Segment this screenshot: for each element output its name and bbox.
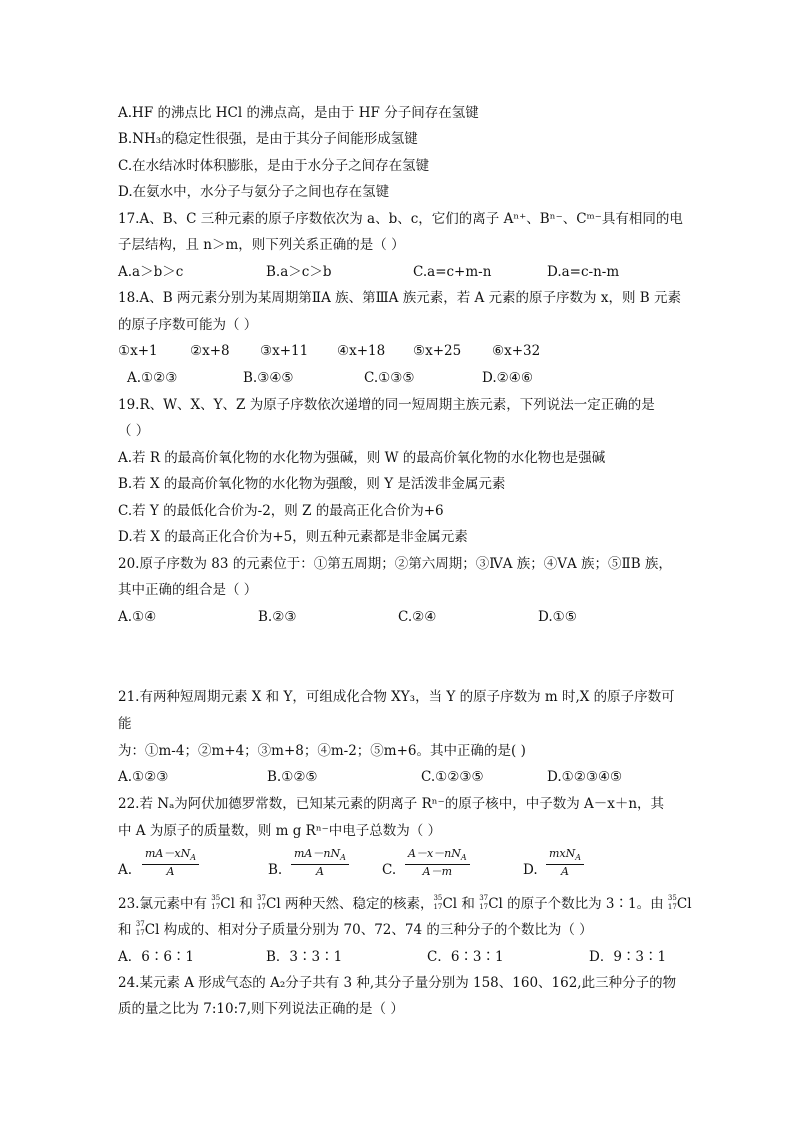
q23-option-c: C．6∶3∶1	[427, 949, 504, 965]
q23-stem-line1	[118, 894, 692, 914]
q19-option-d: D.若 X 的最高正化合价为+5，则五种元素都是非金属元素	[118, 529, 468, 545]
q21-stem-line1: 21.有两种短周期元素 X 和 Y，可组成化合物 XY₃，当 Y 的原子序数为 m 时,X 的原子序数可	[118, 689, 675, 705]
q18-option-d: D.②④⑥	[482, 370, 533, 386]
q22-option-a-fraction	[142, 847, 199, 878]
q16-option-b: B.NH₃的稳定性很强，是由于其分子间能形成氢键	[118, 131, 418, 147]
q19-option-a: A.若 R 的最高价氧化物的水化物为强碱，则 W 的最高价氧化物的水化物也是强碱	[118, 450, 606, 466]
mass-number: 35	[667, 894, 677, 902]
q21-option-c: C.①②③⑤	[421, 769, 484, 785]
mass-number: 37	[135, 920, 145, 928]
isotope-cl35	[668, 894, 677, 914]
q16-option-c: C.在水结冰时体积膨胀，是由于水分子之间存在氢键	[118, 158, 430, 174]
q17-option-d: D.a=c-n-m	[547, 264, 620, 280]
q22-option-b-fraction	[291, 847, 349, 878]
q20-stem-line2: 其中正确的组合是（ ）	[118, 582, 258, 598]
isotope-cl35	[433, 894, 442, 914]
q18-stem-line1: 18.A、B 两元素分别为某周期第ⅡA 族、第ⅢA 族元素，若 A 元素的原子序数为 x，则 B 元素	[118, 290, 681, 306]
atomic-number: 17	[211, 903, 221, 911]
q23-text: Cl 两种天然、稳定的核素，	[266, 896, 434, 912]
q18-choice-6: ⑥x+32	[492, 343, 541, 359]
fraction-denominator: A－m	[422, 865, 452, 879]
q23-text: Cl	[676, 896, 692, 912]
q20-option-c: C.②④	[398, 609, 437, 625]
q22-option-c-fraction	[405, 847, 470, 878]
q16-option-a: A.HF 的沸点比 HCl 的沸点高，是由于 HF 分子间存在氢键	[118, 105, 479, 121]
q22-option-b-letter: B.	[268, 862, 283, 878]
mass-number: 37	[257, 894, 266, 902]
mass-number: 35	[433, 894, 443, 902]
q22-option-a-letter: A.	[118, 862, 133, 878]
q17-stem-line2: 子层结构，且 n＞m，则下列关系正确的是（ ）	[118, 237, 405, 253]
q18-option-a: A.①②③	[127, 370, 178, 386]
atomic-number: 17	[479, 903, 489, 911]
q17-option-b: B.a＞c＞b	[266, 264, 332, 280]
q23-text: Cl 的原子个数比为 3∶1。由	[488, 896, 668, 912]
fraction-numerator: $mA-xN_A$	[142, 847, 199, 865]
isotope-cl37	[257, 894, 266, 914]
atomic-number: 17	[135, 929, 145, 937]
q22-option-d-fraction	[546, 847, 584, 878]
fraction-denominator: A	[166, 865, 175, 879]
q23-text: Cl 和	[220, 896, 257, 912]
q20-option-d: D.①⑤	[538, 609, 577, 625]
q19-option-b: B.若 X 的最高价氧化物的水化物为强酸，则 Y 是活泼非金属元素	[118, 476, 506, 492]
q23-option-a: A．6∶6∶1	[118, 949, 195, 965]
isotope-cl37	[136, 920, 145, 940]
atomic-number: 17	[433, 903, 443, 911]
q22-stem-line1: 22.若 Nₐ为阿伏加德罗常数，已知某元素的阴离子 Rⁿ⁻的原子核中，中子数为 A－x＋n，其	[118, 796, 665, 812]
q22-option-d-letter: D.	[523, 862, 538, 878]
q21-option-d: D.①②③④⑤	[547, 769, 623, 785]
q23-option-d: D．9∶3∶1	[589, 949, 667, 965]
q21-option-b: B.①②⑤	[267, 769, 318, 785]
q18-choice-2: ②x+8	[190, 343, 230, 359]
atomic-number: 17	[667, 903, 677, 911]
q18-choice-1: ①x+1	[118, 343, 158, 359]
fraction-denominator: A	[315, 865, 324, 879]
q23-text: Cl 构成的、相对分子质量分别为 70、72、74 的三种分子的个数比为（ ）	[144, 922, 593, 938]
q24-stem-line1: 24.某元素 A 形成气态的 A₂分子共有 3 种,其分子量分别为 158、160、162,此三种分子的物	[118, 975, 677, 991]
q20-option-b: B.②③	[258, 609, 297, 625]
fraction-denominator: A	[561, 865, 569, 879]
q18-option-b: B.③④⑤	[243, 370, 294, 386]
atomic-number: 17	[257, 903, 266, 911]
q17-stem-line1: 17.A、B、C 三种元素的原子序数依次为 a、b、c，它们的离子 Aⁿ⁺、Bⁿ⁻、Cᵐ⁻具有相同的电	[118, 211, 683, 227]
q19-stem-line2: （ ）	[118, 423, 150, 439]
q24-stem-line2: 质的量之比为 7:10:7,则下列说法正确的是（ ）	[118, 1001, 404, 1017]
q20-option-a: A.①④	[118, 609, 157, 625]
isotope-cl35	[211, 894, 220, 914]
mass-number: 35	[211, 894, 221, 902]
q18-option-c: C.①③⑤	[364, 370, 415, 386]
q17-option-c: C.a=c+m-n	[413, 264, 492, 280]
q21-option-a: A.①②③	[118, 769, 169, 785]
q21-stem-line2: 能	[118, 716, 132, 732]
q21-stem-line3: 为：①m-4；②m+4；③m+8；④m-2；⑤m+6。其中正确的是( )	[118, 743, 526, 759]
q18-choice-4: ④x+18	[337, 343, 386, 359]
fraction-numerator: mxN$_A$	[546, 847, 584, 865]
isotope-cl37	[479, 894, 488, 914]
q22-option-c-letter: C.	[382, 862, 397, 878]
q19-stem-line1: 19.R、W、X、Y、Z 为原子序数依次递增的同一短周期主族元素，下列说法一定正确的是	[118, 397, 655, 413]
q22-stem-line2: 中 A 为原子的质量数，则 m g Rⁿ⁻中电子总数为（ ）	[118, 823, 442, 839]
fraction-numerator: $A-x-nN_A$	[405, 847, 470, 865]
q23-stem-line2	[118, 920, 593, 940]
q23-text: Cl 和	[442, 896, 480, 912]
q17-option-a: A.a＞b＞c	[118, 264, 184, 280]
mass-number: 37	[479, 894, 489, 902]
fraction-numerator: $mA-nN_A$	[291, 847, 349, 865]
q23-text: 23.氯元素中有	[118, 896, 212, 912]
q19-option-c: C.若 Y 的最低化合价为-2，则 Z 的最高正化合价为+6	[118, 503, 444, 519]
q18-choice-5: ⑤x+25	[413, 343, 462, 359]
q20-stem-line1: 20.原子序数为 83 的元素位于：①第五周期；②第六周期；③ⅣA 族；④ⅤA 族；⑤ⅡB 族，	[118, 556, 672, 572]
q23-text: 和	[118, 922, 136, 938]
q16-option-d: D.在氨水中，水分子与氨分子之间也存在氢键	[118, 184, 390, 200]
q23-option-b: B．3∶3∶1	[266, 949, 343, 965]
q18-choice-3: ③x+11	[260, 343, 309, 359]
q18-stem-line2: 的原子序数可能为（ ）	[118, 317, 258, 333]
